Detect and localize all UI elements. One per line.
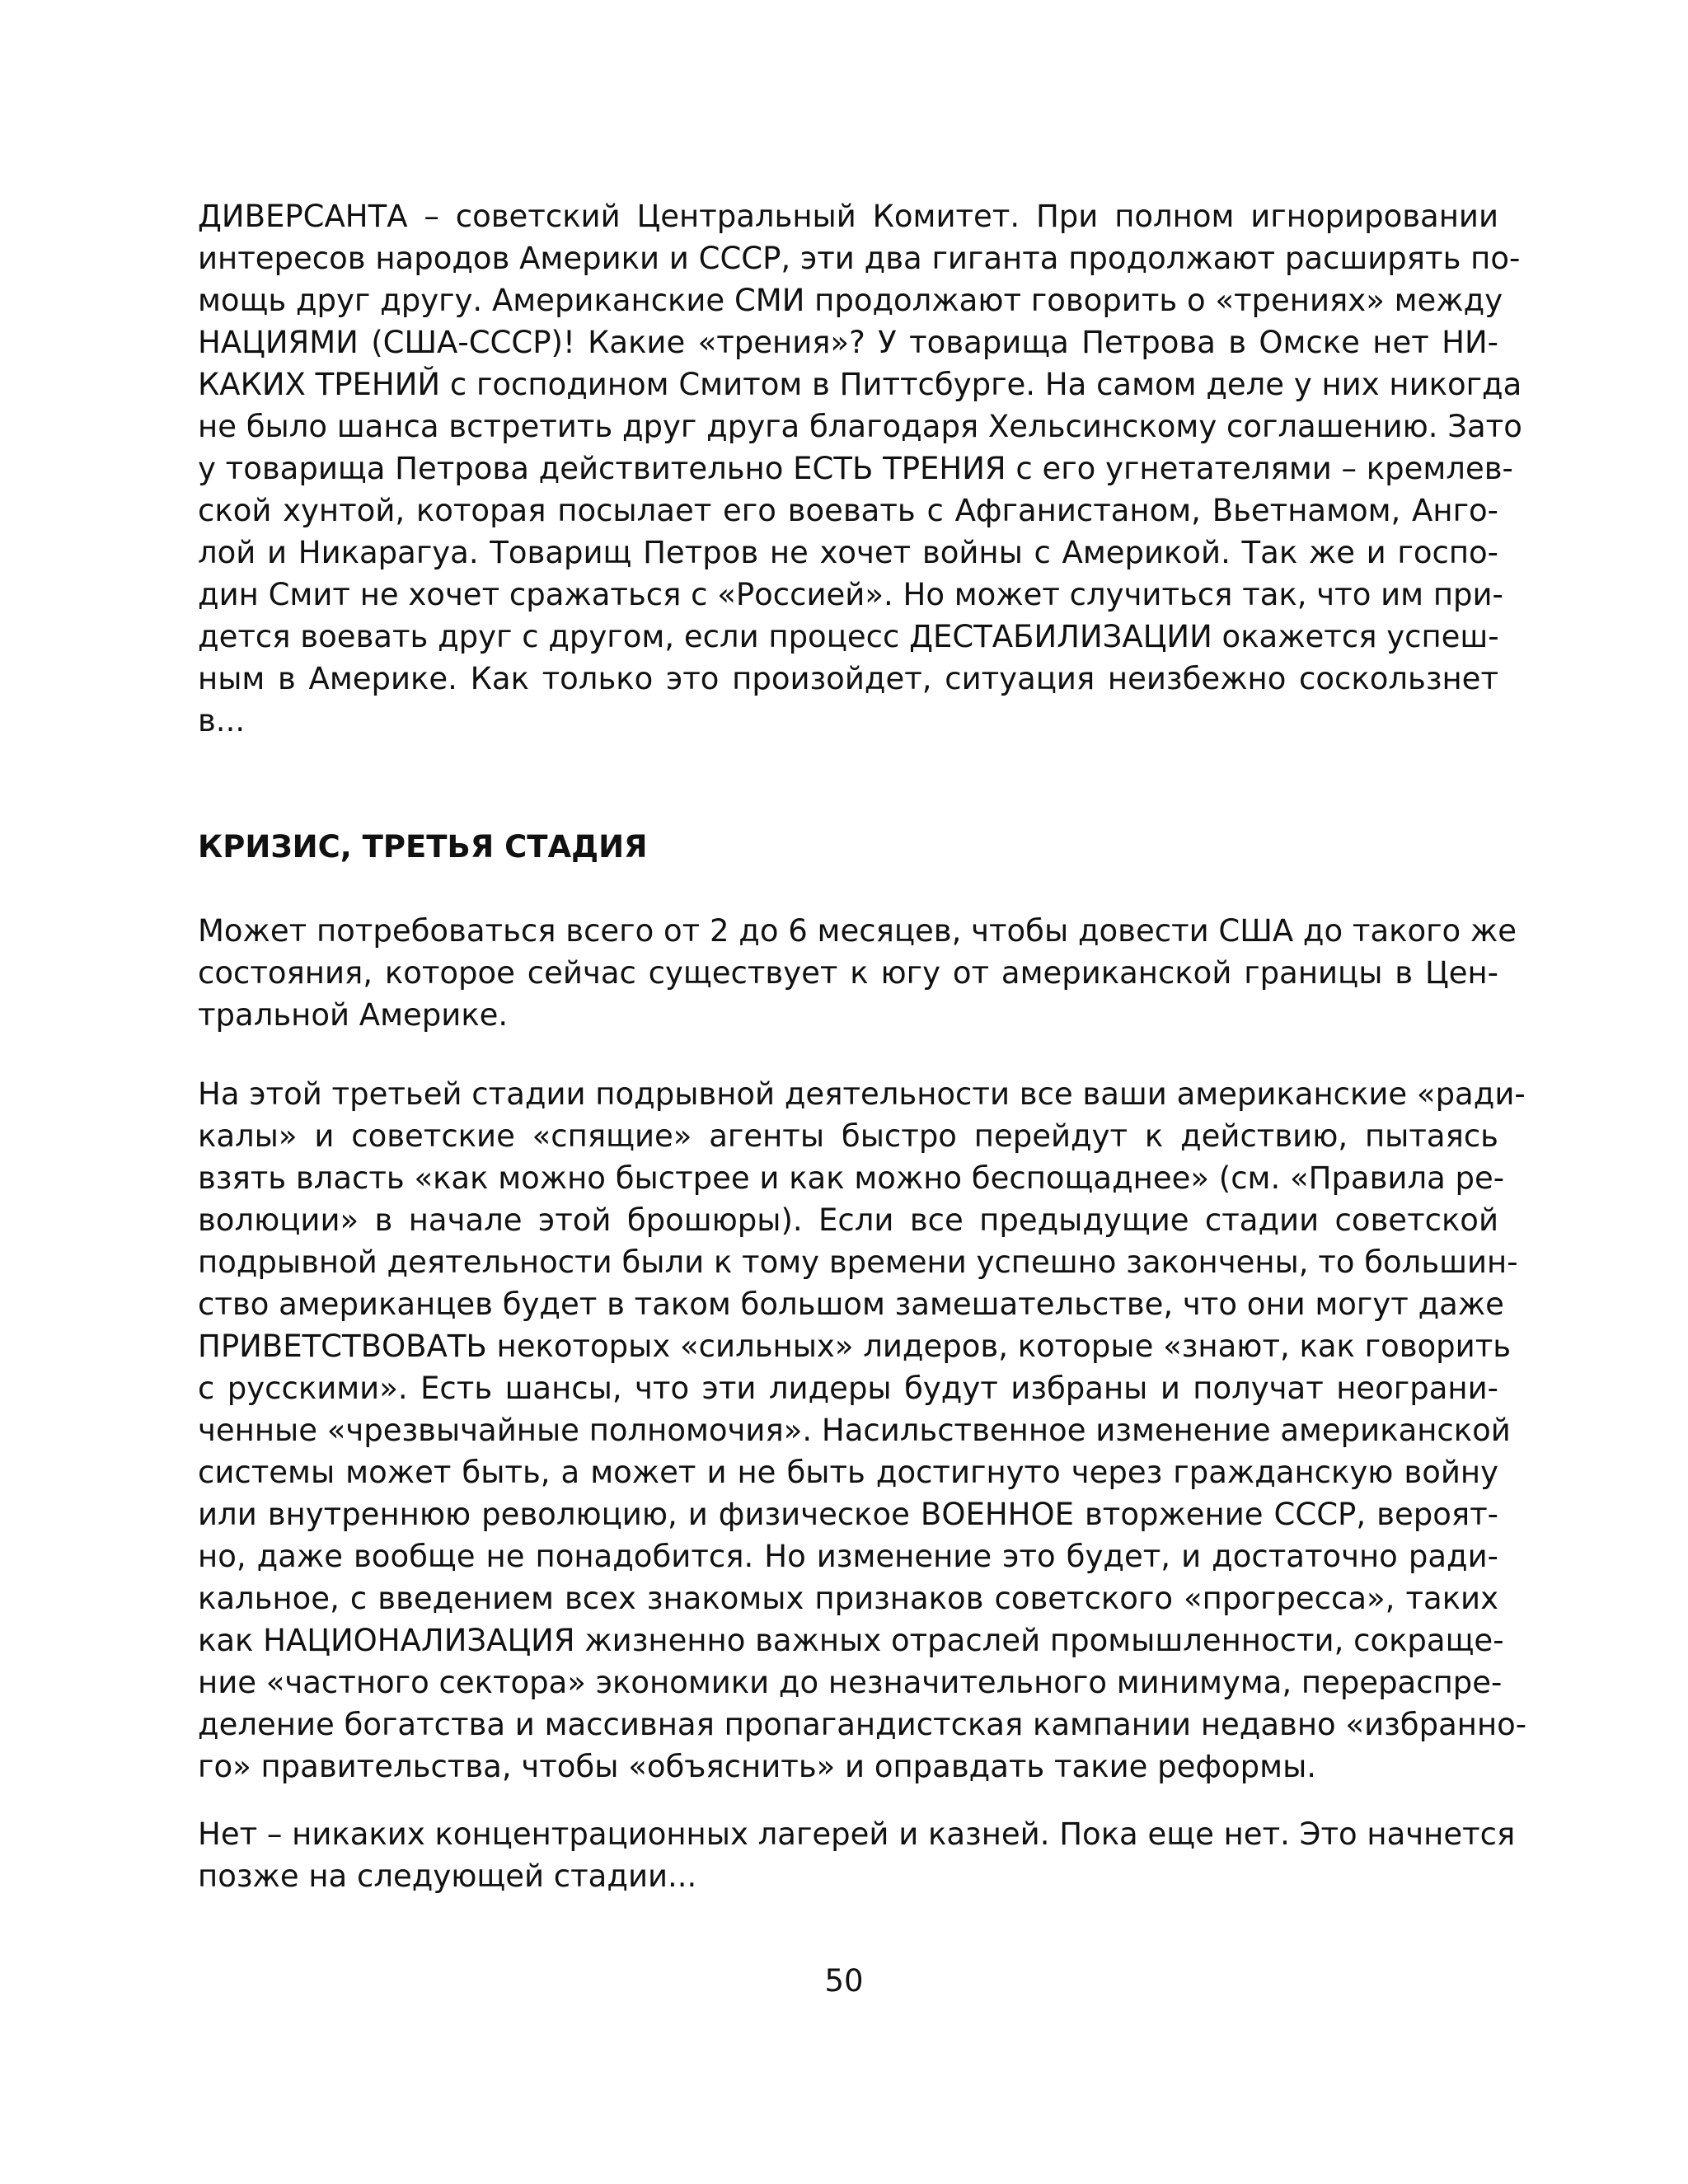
text-line: На этой третьей стадии подрывной деятельности все ваши американские «ради-: [198, 1076, 1526, 1112]
text-line: в...: [198, 703, 246, 738]
text-line: ние «частного сектора» экономики до незначительного минимума, перераспре-: [198, 1665, 1503, 1700]
text-line: но, даже вообще не понадобится. Но изменение это будет, и достаточно ради-: [198, 1539, 1498, 1574]
text-line: Нет – никаких концентрационных лагерей и казней. Пока еще нет. Это начнется: [198, 1816, 1516, 1852]
text-line: подрывной деятельности были к тому времени успешно закончены, то большин-: [198, 1244, 1518, 1280]
paragraph-third-stage: [198, 1073, 1527, 1788]
text-line: НАЦИЯМИ (США-СССР)! Какие «трения»? У товарища Петрова в Омске нет НИ-: [198, 325, 1498, 360]
text-line: с русскими». Есть шансы, что эти лидеры будут избраны и получат неограни-: [198, 1371, 1498, 1406]
text-line: ской хунтой, которая посылает его воевать с Афганистаном, Вьетнамом, Анго-: [198, 493, 1498, 528]
text-line: ченные «чрезвычайные полномочия». Насильственное изменение американской: [198, 1413, 1511, 1448]
text-line: ДИВЕРСАНТА – советский Центральный Комитет. При полном игнорировании: [198, 199, 1498, 234]
text-line: интересов народов Америки и СССР, эти два гиганта продолжают расширять по-: [198, 241, 1521, 276]
text-line: ным в Америке. Как только это произойдет, ситуация неизбежно соскользнет: [198, 661, 1498, 696]
text-line: позже на следующей стадии...: [198, 1858, 697, 1894]
text-line: состояния, которое сейчас существует к югу от американской границы в Цен-: [198, 955, 1498, 991]
text-line: у товарища Петрова действительно ЕСТЬ ТРЕНИЯ с его угнетателями – кремлев-: [198, 451, 1513, 486]
text-line: дется воевать друг с другом, если процесс ДЕСТАБИЛИЗАЦИИ окажется успеш-: [198, 619, 1499, 654]
page-number: 50: [824, 1963, 864, 1999]
text-line: взять власть «как можно быстрее и как можно беспощаднее» (см. «Правила ре-: [198, 1160, 1505, 1196]
text-line: Может потребоваться всего от 2 до 6 месяцев, чтобы довести США до такого же: [198, 913, 1517, 949]
text-line: системы может быть, а может и не быть достигнуто через гражданскую войну: [198, 1455, 1498, 1490]
text-line: ПРИВЕТСТВОВАТЬ некоторых «сильных» лидеров, которые «знают, как говорить: [198, 1329, 1512, 1364]
text-line: кальное, с введением всех знакомых признаков советского «прогресса», таких: [198, 1581, 1498, 1616]
text-line: или внутреннюю революцию, и физическое ВОЕННОЕ вторжение СССР, вероят-: [198, 1497, 1498, 1532]
text-line: мощь друг другу. Американские СМИ продолжают говорить о «трениях» между: [198, 283, 1503, 318]
paragraph-conclusion: [198, 1813, 1516, 1897]
section-heading: КРИЗИС, ТРЕТЬЯ СТАДИЯ: [198, 829, 648, 865]
text-line: лой и Никарагуа. Товарищ Петров не хочет войны с Америкой. Так же и госпо-: [198, 535, 1498, 570]
paragraph-intro: [198, 195, 1522, 742]
text-line: как НАЦИОНАЛИЗАЦИЯ жизненно важных отраслей промышленности, сокраще-: [198, 1623, 1504, 1658]
text-line: дин Смит не хочет сражаться с «Россией». Но может случиться так, что им при-: [198, 577, 1503, 612]
text-line: калы» и советские «спящие» агенты быстро перейдут к действию, пытаясь: [198, 1118, 1498, 1154]
text-line: деление богатства и массивная пропагандистская кампании недавно «избранно-: [198, 1707, 1527, 1742]
text-line: го» правительства, чтобы «объяснить» и оправдать такие реформы.: [198, 1749, 1317, 1784]
text-line: ство американцев будет в таком большом замешательстве, что они могут даже: [198, 1286, 1504, 1322]
text-line: волюции» в начале этой брошюры). Если все предыдущие стадии советской: [198, 1202, 1498, 1238]
text-line: не было шанса встретить друг друга благодаря Хельсинскому соглашению. Зато: [198, 409, 1522, 444]
text-line: КАКИХ ТРЕНИЙ с господином Смитом в Питтсбурге. На самом деле у них никогда: [198, 367, 1522, 402]
text-line: тральной Америке.: [198, 997, 509, 1033]
paragraph-timeline: [198, 910, 1517, 1036]
